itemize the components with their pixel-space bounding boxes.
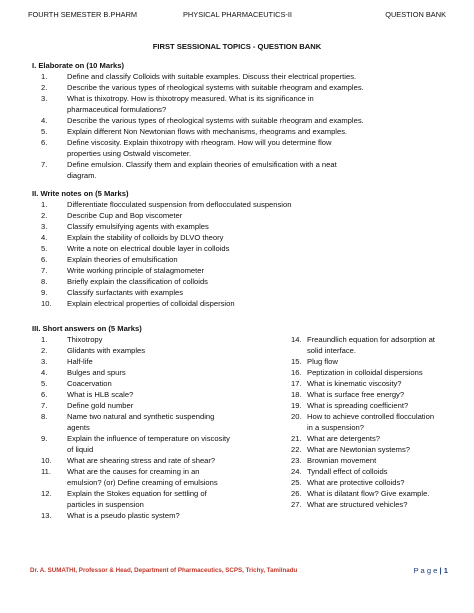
question-text: Tyndall effect of colloids: [307, 467, 388, 476]
question-number: 27.: [291, 500, 302, 509]
question-number: 19.: [291, 401, 302, 410]
question-number: 2.: [41, 211, 48, 220]
question-number: 17.: [291, 379, 302, 388]
question-text: Briefly explain the classification of colloids: [67, 277, 208, 286]
question-item: [291, 466, 459, 477]
question-text: What are the causes for creaming in an: [67, 467, 200, 476]
question-number: 3.: [41, 222, 48, 231]
question-number: 8.: [41, 277, 48, 286]
question-item: [32, 159, 452, 181]
page-separator: |: [439, 566, 442, 575]
section-heading: II. Write notes on (5 Marks): [32, 189, 129, 198]
question-item: [32, 82, 452, 93]
question-number: 5.: [41, 244, 48, 253]
question-list: [32, 71, 452, 181]
question-text: Explain different Non Newtonian flows with mechanisms, rheograms and examples.: [67, 127, 348, 136]
header-subject: PHYSICAL PHARMACEUTICS-II: [183, 10, 292, 19]
question-item: [32, 276, 452, 287]
question-item: [291, 455, 459, 466]
question-item: [32, 466, 287, 488]
question-item: [291, 378, 459, 389]
page-label: P a g e: [413, 566, 438, 575]
question-item: [32, 210, 452, 221]
question-number: 3.: [41, 94, 48, 103]
question-number: 2.: [41, 346, 48, 355]
question-text: What is spreading coefficient?: [307, 401, 409, 410]
question-list-left: [32, 334, 287, 521]
question-text: diagram.: [67, 171, 97, 180]
question-text: Bulges and spurs: [67, 368, 126, 377]
document-title: FIRST SESSIONAL TOPICS - QUESTION BANK: [152, 42, 322, 51]
question-text: What is HLB scale?: [67, 390, 134, 399]
question-text: What is surface free energy?: [307, 390, 405, 399]
question-number: 25.: [291, 478, 302, 487]
question-number: 18.: [291, 390, 302, 399]
question-number: 24.: [291, 467, 302, 476]
question-item: [32, 126, 452, 137]
section-short-answers: [32, 323, 287, 521]
footer-page: [413, 566, 448, 575]
question-text: Explain electrical properties of colloidal dispersion: [67, 299, 235, 308]
question-number: 6.: [41, 255, 48, 264]
question-item: [291, 444, 459, 455]
question-number: 12.: [41, 489, 52, 498]
question-number: 6.: [41, 390, 48, 399]
question-number: 1.: [41, 72, 48, 81]
question-text: agents: [67, 423, 90, 432]
question-number: 7.: [41, 160, 48, 169]
question-number: 22.: [291, 445, 302, 454]
question-text: pharmaceutical formulations?: [67, 105, 167, 114]
question-number: 16.: [291, 368, 302, 377]
question-item: [32, 298, 452, 309]
question-text: How to achieve controlled flocculation: [307, 412, 435, 421]
question-text: Define viscosity. Explain thixotropy with rheogram. How will you determine flow: [67, 138, 332, 147]
question-number: 14.: [291, 335, 302, 344]
page-number: 1: [443, 566, 448, 575]
question-item: [32, 400, 287, 411]
question-item: [32, 93, 452, 115]
question-number: 1.: [41, 200, 48, 209]
question-item: [291, 389, 459, 400]
question-number: 23.: [291, 456, 302, 465]
question-text: Describe Cup and Bop viscometer: [67, 211, 183, 220]
question-number: 1.: [41, 335, 48, 344]
question-text: Write a note on electrical double layer in colloids: [67, 244, 230, 253]
question-text: What are detergents?: [307, 434, 381, 443]
question-text: What is a pseudo plastic system?: [67, 511, 180, 520]
question-text: Explain the Stokes equation for settling of: [67, 489, 207, 498]
question-text: Describe the various types of rheological systems with suitable rheogram and examples.: [67, 116, 364, 125]
question-number: 21.: [291, 434, 302, 443]
question-text: Define and classify Colloids with suitable examples. Discuss their electrical properties.: [67, 72, 357, 81]
question-number: 10.: [41, 299, 52, 308]
question-number: 8.: [41, 412, 48, 421]
question-item: [32, 334, 287, 345]
question-text: Describe the various types of rheological systems with suitable rheogram and examples.: [67, 83, 364, 92]
question-item: [32, 265, 452, 276]
question-number: 15.: [291, 357, 302, 366]
question-text: Plug flow: [307, 357, 338, 366]
question-text: Define gold number: [67, 401, 134, 410]
question-number: 3.: [41, 357, 48, 366]
question-text: Glidants with examples: [67, 346, 146, 355]
question-text: Coacervation: [67, 379, 112, 388]
question-number: 9.: [41, 288, 48, 297]
question-text: Explain the stability of colloids by DLVO theory: [67, 233, 224, 242]
question-number: 5.: [41, 127, 48, 136]
question-text: particles in suspension: [67, 500, 144, 509]
question-number: 4.: [41, 116, 48, 125]
section-heading: III. Short answers on (5 Marks): [32, 324, 142, 333]
question-item: [32, 345, 287, 356]
question-text: Freaundlich equation for adsorption at: [307, 335, 435, 344]
question-item: [32, 488, 287, 510]
question-item: [32, 71, 452, 82]
question-item: [32, 115, 452, 126]
short-answers-right-column: [291, 334, 459, 510]
question-item: [32, 411, 287, 433]
question-number: 9.: [41, 434, 48, 443]
question-item: [291, 477, 459, 488]
page-footer: [30, 567, 448, 579]
question-number: 5.: [41, 379, 48, 388]
question-item: [32, 254, 452, 265]
question-item: [32, 389, 287, 400]
section-heading: I. Elaborate on (10 Marks): [32, 61, 124, 70]
question-text: Write working principle of stalagmometer: [67, 266, 205, 275]
page-header: [28, 10, 446, 24]
question-number: 13.: [41, 511, 52, 520]
question-text: solid interface.: [307, 346, 356, 355]
question-number: 2.: [41, 83, 48, 92]
question-item: [32, 356, 287, 367]
question-item: [32, 221, 452, 232]
question-item: [32, 433, 287, 455]
question-number: 10.: [41, 456, 52, 465]
question-text: Name two natural and synthetic suspending: [67, 412, 215, 421]
question-item: [32, 243, 452, 254]
question-item: [32, 199, 452, 210]
question-number: 11.: [41, 467, 51, 476]
question-text: Half-life: [67, 357, 93, 366]
question-item: [32, 378, 287, 389]
section-elaborate: [32, 60, 452, 181]
question-list: [32, 199, 452, 309]
question-text: What are structured vehicles?: [307, 500, 408, 509]
header-semester: FOURTH SEMESTER B.PHARM: [28, 10, 138, 19]
question-number: 7.: [41, 266, 48, 275]
question-item: [291, 411, 459, 433]
question-list-right: [291, 334, 459, 510]
question-number: 26.: [291, 489, 302, 498]
question-text: properties using Ostwald viscometer.: [67, 149, 192, 158]
question-number: 7.: [41, 401, 48, 410]
question-number: 4.: [41, 233, 48, 242]
question-text: Define emulsion. Classify them and explain theories of emulsification with a neat: [67, 160, 337, 169]
question-item: [291, 488, 459, 499]
question-item: [32, 232, 452, 243]
question-text: of liquid: [67, 445, 94, 454]
question-text: Explain the influence of temperature on viscosity: [67, 434, 230, 443]
question-text: What is kinematic viscosity?: [307, 379, 402, 388]
header-doc-type: QUESTION BANK: [385, 10, 446, 19]
question-text: What are shearing stress and rate of shear?: [67, 456, 216, 465]
question-number: 20.: [291, 412, 302, 421]
question-text: Peptization in colloidal dispersions: [307, 368, 423, 377]
footer-author: Dr. A. SUMATHI, Professor & Head, Department of Pharmaceutics, SCPS, Trichy, Tamilnadu: [30, 567, 298, 574]
question-text: emulsion? (or) Define creaming of emulsions: [67, 478, 218, 487]
question-text: Classify surfactants with examples: [67, 288, 184, 297]
question-item: [291, 367, 459, 378]
question-text: Explain theories of emulsification: [67, 255, 178, 264]
question-item: [291, 433, 459, 444]
question-item: [291, 499, 459, 510]
question-text: in a suspension?: [307, 423, 364, 432]
question-item: [32, 287, 452, 298]
section-notes: [32, 188, 452, 309]
question-item: [291, 334, 459, 356]
question-text: What are Newtonian systems?: [307, 445, 410, 454]
question-text: Thixotropy: [67, 335, 103, 344]
question-item: [291, 356, 459, 367]
question-item: [32, 367, 287, 378]
question-text: What is thixotropy. How is thixotropy measured. What is its significance in: [67, 94, 314, 103]
question-text: What is dilatant flow? Give example.: [307, 489, 430, 498]
question-number: 4.: [41, 368, 48, 377]
question-item: [32, 455, 287, 466]
question-item: [291, 400, 459, 411]
question-text: Classify emulsifying agents with examples: [67, 222, 209, 231]
question-text: What are protective colloids?: [307, 478, 405, 487]
question-item: [32, 137, 452, 159]
question-text: Differentiate flocculated suspension from deflocculated suspension: [67, 200, 292, 209]
question-item: [32, 510, 287, 521]
question-text: Brownian movement: [307, 456, 377, 465]
question-number: 6.: [41, 138, 48, 147]
